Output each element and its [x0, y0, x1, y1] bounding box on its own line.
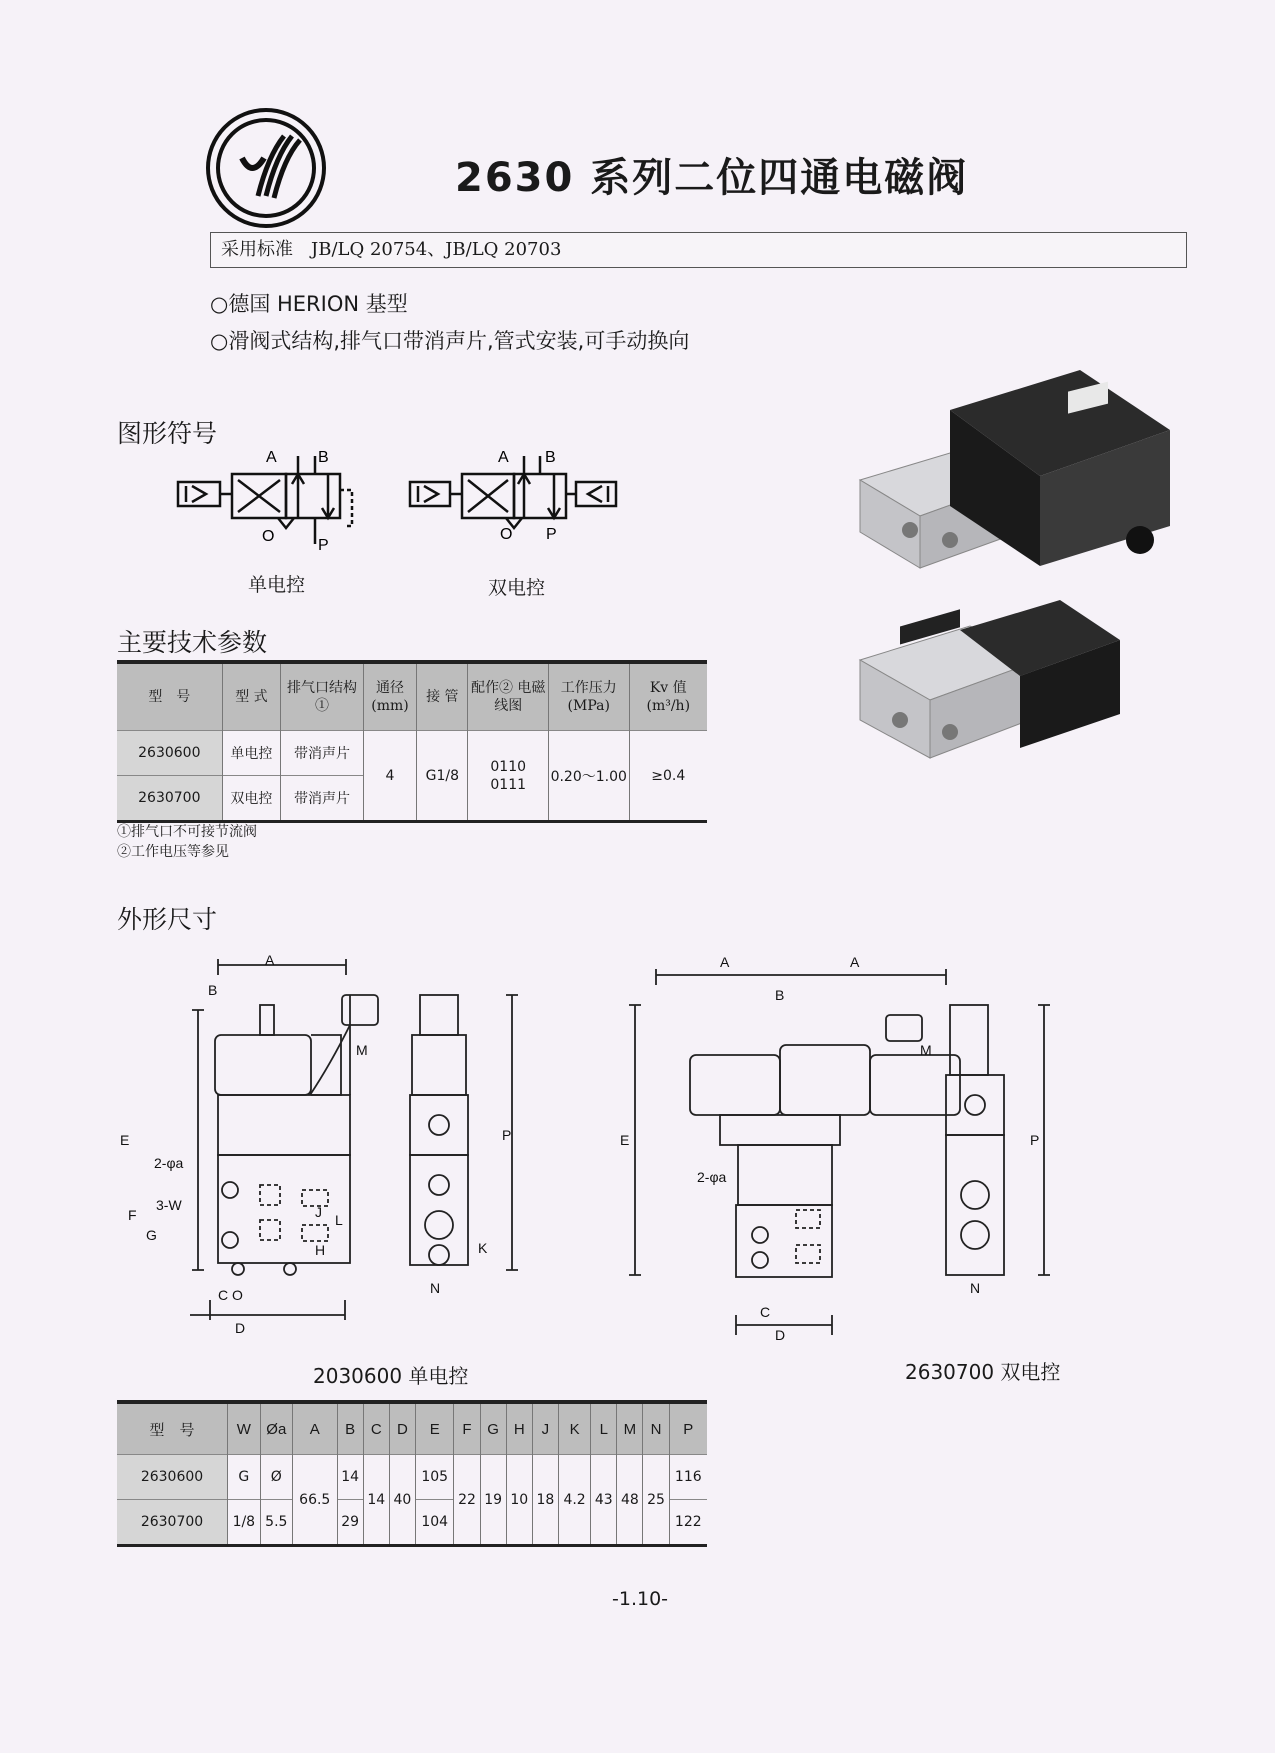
- sym2-port-a: A: [498, 449, 509, 466]
- symbol-caption-single: 单电控: [248, 574, 306, 596]
- dim2-label-e: E: [620, 1132, 630, 1148]
- sym2-port-p: P: [546, 526, 557, 543]
- dim-header: D: [389, 1402, 415, 1455]
- p-cell: 116: [669, 1455, 707, 1500]
- model-cell: 2630600: [117, 731, 222, 776]
- dim-label-f: F: [128, 1207, 137, 1223]
- dim-header: A: [292, 1402, 337, 1455]
- dim-header-row: [117, 1402, 707, 1455]
- dim2-label-n: N: [970, 1280, 981, 1296]
- symbol-caption-double: 双电控: [488, 577, 546, 599]
- model-cell: 2630700: [117, 776, 222, 822]
- params-header: 接 管: [417, 662, 468, 731]
- dim2-label-m: M: [920, 1042, 932, 1058]
- dim-label-d: D: [235, 1320, 246, 1336]
- coil-cell: 0110 0111: [468, 731, 549, 822]
- pressure-cell: 0.20～1.00: [548, 731, 629, 822]
- feature-2: ○滑阀式结构,排气口带消声片,管式安装,可手动换向: [210, 329, 690, 353]
- b-cell: 29: [337, 1500, 363, 1546]
- section-title-dims: 外形尺寸: [117, 905, 218, 934]
- dim2-label-a: A: [720, 955, 730, 970]
- dim-header: P: [669, 1402, 707, 1455]
- dim-label-e: E: [120, 1132, 130, 1148]
- dim-header: L: [591, 1402, 617, 1455]
- a-cell: 66.5: [292, 1455, 337, 1546]
- b-cell: 14: [337, 1455, 363, 1500]
- standard-label: 采用标准: [221, 239, 293, 260]
- dim-labels: [120, 955, 1039, 1343]
- type-cell: 单电控: [222, 731, 281, 776]
- dim2-label-phi-a: 2-φa: [697, 1169, 727, 1185]
- dimension-table: [117, 1400, 707, 1547]
- dim-caption-double: 2630700 双电控: [905, 1360, 1061, 1384]
- h-cell: 10: [506, 1455, 532, 1546]
- a-diam-cell: 5.5: [260, 1500, 292, 1546]
- double-solenoid-symbol: [410, 456, 616, 528]
- note-1: ①排气口不可接节流阀: [117, 824, 257, 840]
- dim-label-p: P: [502, 1127, 512, 1143]
- dim-header: E: [415, 1402, 453, 1455]
- dim-label-c: C: [218, 1287, 229, 1303]
- params-header: 配作② 电磁线图: [468, 662, 549, 731]
- params-table: [117, 660, 707, 823]
- dim-header: H: [506, 1402, 532, 1455]
- kv-cell: ≥0.4: [629, 731, 707, 822]
- dim-label-n: N: [430, 1280, 441, 1296]
- dim-label-g: G: [146, 1227, 157, 1243]
- w-cell: G: [228, 1455, 261, 1500]
- model-cell: 2630700: [117, 1500, 228, 1546]
- section-title-params: 主要技术参数: [117, 628, 268, 657]
- note-2: ②工作电压等参见: [117, 844, 229, 860]
- j-cell: 18: [532, 1455, 558, 1546]
- dim-label-w: 3-W: [156, 1197, 182, 1213]
- d-cell: 40: [389, 1455, 415, 1546]
- dim-header: 型 号: [117, 1402, 228, 1455]
- sym1-port-p: P: [318, 537, 329, 554]
- sym2-port-o: O: [500, 526, 513, 543]
- dim-header: W: [228, 1402, 261, 1455]
- dim-header: M: [617, 1402, 643, 1455]
- dim-header: G: [480, 1402, 506, 1455]
- p-cell: 122: [669, 1500, 707, 1546]
- page-number: -1.10-: [612, 1588, 669, 1610]
- k-cell: 4.2: [558, 1455, 590, 1546]
- type-cell: 双电控: [222, 776, 281, 822]
- model-cell: 2630600: [117, 1455, 228, 1500]
- pipe-cell: G1/8: [417, 731, 468, 822]
- sym1-port-b: B: [318, 449, 329, 466]
- exhaust-cell: 带消声片: [281, 776, 364, 822]
- dim-header: K: [558, 1402, 590, 1455]
- w-cell: 1/8: [228, 1500, 261, 1546]
- dim-label-m: M: [356, 1042, 368, 1058]
- standard-value: JB/LQ 20754、JB/LQ 20703: [311, 239, 562, 260]
- g-cell: 19: [480, 1455, 506, 1546]
- params-header: 通径 (mm): [363, 662, 416, 731]
- company-logo: [204, 106, 328, 230]
- dim2-label-c: C: [760, 1304, 771, 1320]
- a-diam-cell: Ø: [260, 1455, 292, 1500]
- double-valve-photo: [860, 370, 1170, 568]
- table-row: [117, 1455, 707, 1500]
- dim-header: C: [363, 1402, 389, 1455]
- e-cell: 104: [415, 1500, 453, 1546]
- dim-header: J: [532, 1402, 558, 1455]
- double-dim-drawing: [629, 969, 1050, 1335]
- valve-symbols: [170, 440, 630, 570]
- dim-label-phi-a: 2-φa: [154, 1155, 184, 1171]
- standard-box: [210, 232, 1187, 268]
- dim-label-k: K: [478, 1240, 488, 1256]
- params-header-row: [117, 662, 707, 731]
- dim-label-l: L: [335, 1212, 343, 1228]
- sym2-port-b: B: [545, 449, 556, 466]
- dim-header: B: [337, 1402, 363, 1455]
- sym1-port-o: O: [262, 528, 275, 545]
- single-dim-drawing: [190, 959, 518, 1320]
- dim2-label-d: D: [775, 1327, 786, 1343]
- dim2-label-p: P: [1030, 1132, 1040, 1148]
- section-title-symbols: 图形符号: [117, 419, 218, 448]
- dim-header: Øa: [260, 1402, 292, 1455]
- dim-label-a: A: [265, 955, 275, 968]
- product-photos: [850, 370, 1180, 790]
- single-valve-photo: [860, 600, 1120, 758]
- table-row: [117, 731, 707, 776]
- dim-header: N: [643, 1402, 669, 1455]
- f-cell: 22: [454, 1455, 480, 1546]
- dimension-drawings: [120, 955, 1210, 1355]
- l-cell: 43: [591, 1455, 617, 1546]
- dim-label-j: J: [315, 1204, 322, 1220]
- params-notes: [117, 822, 257, 862]
- e-cell: 105: [415, 1455, 453, 1500]
- dim-caption-single: 2030600 单电控: [313, 1364, 469, 1388]
- dim-header: F: [454, 1402, 480, 1455]
- params-header: 排气口结构①: [281, 662, 364, 731]
- params-header: 工作压力 (MPa): [548, 662, 629, 731]
- feature-1: ○德国 HERION 基型: [210, 292, 408, 316]
- params-header: Kv 值 (m³/h): [629, 662, 707, 731]
- c-cell: 14: [363, 1455, 389, 1546]
- sym1-port-a: A: [266, 449, 277, 466]
- exhaust-cell: 带消声片: [281, 731, 364, 776]
- dim-label-h: H: [315, 1242, 326, 1258]
- dim-label-o: O: [232, 1287, 243, 1303]
- page-title: 2630 系列二位四通电磁阀: [455, 155, 969, 201]
- params-header: 型 号: [117, 662, 222, 731]
- params-header: 型 式: [222, 662, 281, 731]
- dim2-label-a2: A: [850, 955, 860, 970]
- m-cell: 48: [617, 1455, 643, 1546]
- dim-label-b: B: [208, 982, 218, 998]
- dim2-label-b: B: [775, 987, 785, 1003]
- n-cell: 25: [643, 1455, 669, 1546]
- bore-cell: 4: [363, 731, 416, 822]
